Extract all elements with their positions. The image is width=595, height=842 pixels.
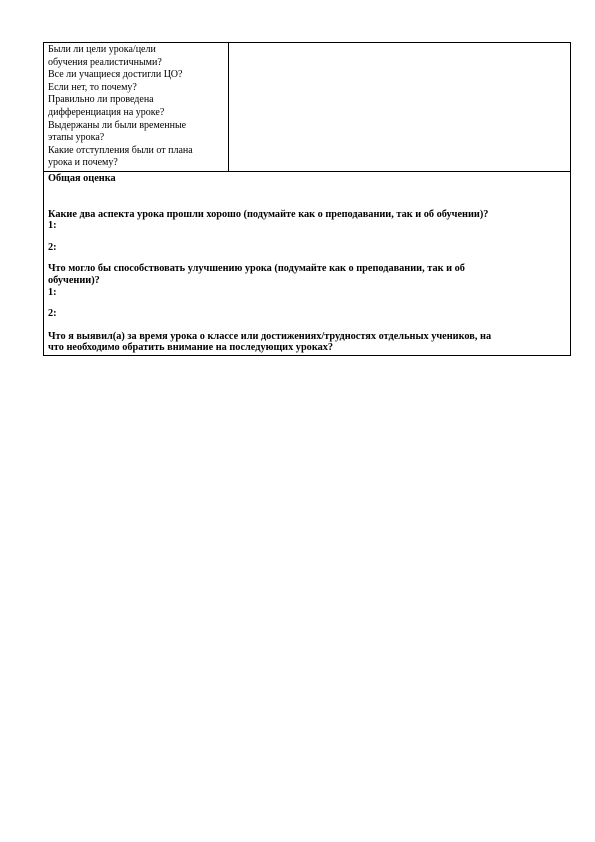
reflection-answer-cell[interactable] bbox=[229, 43, 571, 172]
reflection-question-line: Были ли цели урока/цели bbox=[48, 44, 156, 55]
answer-label-2: 2: bbox=[48, 241, 57, 253]
question-improve-line2: обучении)? bbox=[48, 274, 100, 286]
answer-label-1: 1: bbox=[48, 286, 57, 298]
spacer bbox=[48, 185, 566, 209]
answer-label-2: 2: bbox=[48, 308, 57, 320]
question-went-well: Какие два аспекта урока прошли хорошо (подумайте как о преподавании, так и об обучении)? bbox=[48, 208, 489, 220]
spacer bbox=[48, 232, 566, 242]
lesson-reflection-table bbox=[43, 42, 571, 356]
spacer bbox=[48, 253, 566, 263]
reflection-question-line: дифференциация на уроке? bbox=[48, 106, 165, 118]
reflection-questions-cell bbox=[44, 43, 229, 172]
overall-assessment-cell[interactable] bbox=[44, 171, 571, 355]
question-observations-line2: что необходимо обратить внимание на последующих уроках? bbox=[48, 342, 334, 354]
question-observations-line1: Что я выявил(а) за время урока о классе или достижениях/трудностях отдельных учеников, на bbox=[48, 330, 492, 342]
question-improve-line1: Что могло бы способствовать улучшению урока (подумайте как о преподавании, так и об bbox=[48, 263, 465, 275]
reflection-question-line: Правильно ли проведена bbox=[48, 94, 154, 106]
reflection-question-line: этапы урока? bbox=[48, 132, 105, 144]
reflection-question-line: Если нет, то почему? bbox=[48, 81, 137, 93]
reflection-row bbox=[44, 43, 571, 172]
assessment-heading: Общая оценка bbox=[48, 172, 116, 184]
reflection-question-line: обучения реалистичными? bbox=[48, 56, 162, 68]
reflection-question-line: Все ли учащиеся достигли ЦО? bbox=[48, 69, 183, 81]
reflection-question-line: урока и почему? bbox=[48, 157, 118, 169]
answer-label-1: 1: bbox=[48, 220, 57, 232]
reflection-question-line: Какие отступления были от плана bbox=[48, 144, 193, 156]
spacer bbox=[48, 298, 566, 308]
assessment-row bbox=[44, 171, 571, 355]
spacer bbox=[48, 320, 566, 331]
reflection-question-line: Выдержаны ли были временные bbox=[48, 119, 187, 131]
